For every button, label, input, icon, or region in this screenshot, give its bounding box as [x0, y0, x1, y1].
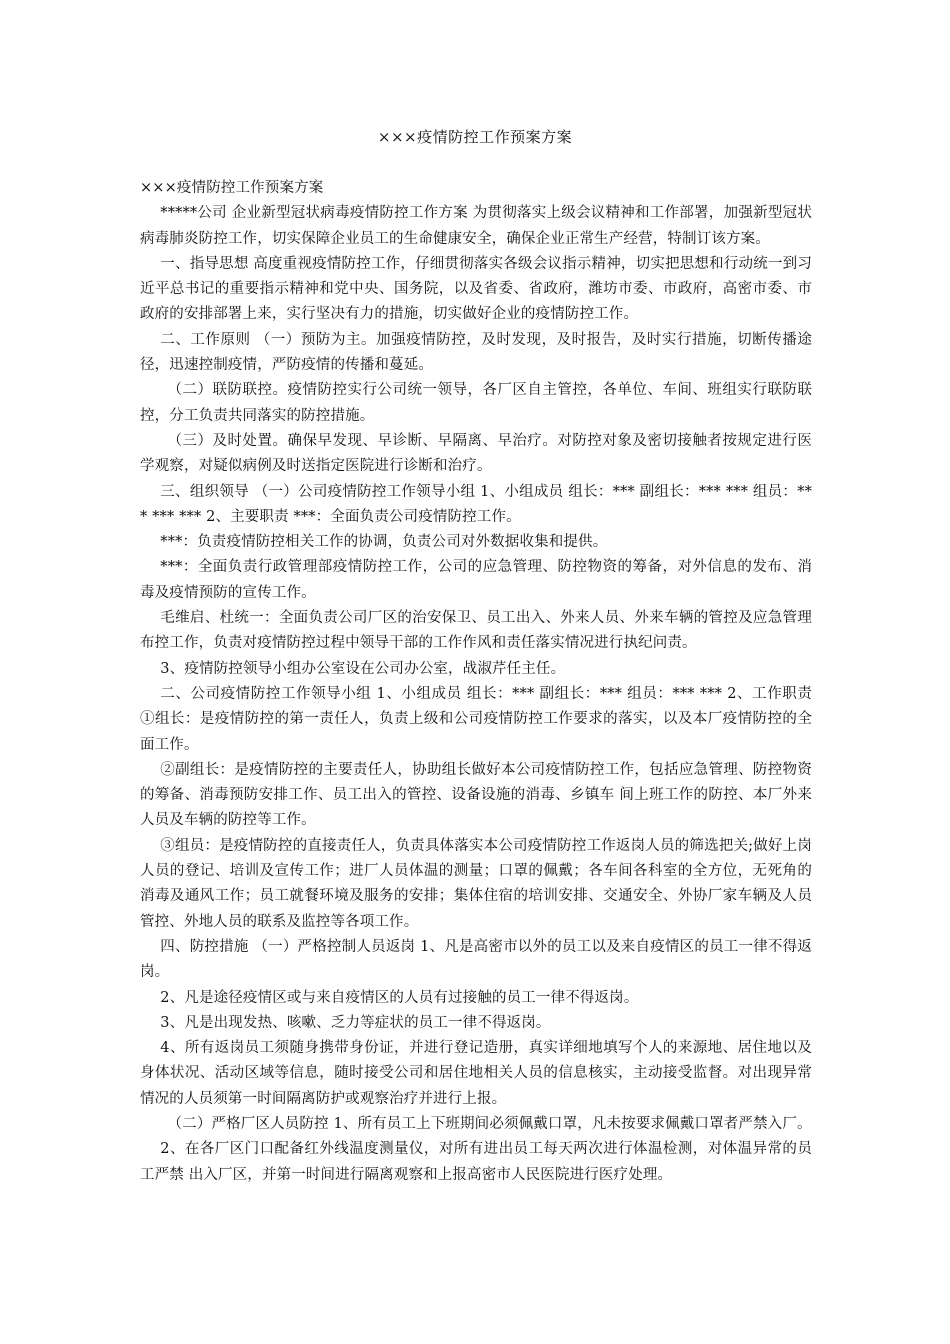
paragraph-duty-security: 毛维启、杜统一：全面负责公司厂区的治安保卫、员工出入、外来人员、外来车辆的管控及应急管理布控工作，负责对疫情防控过程中领导干部的工作作风和责任落实情况进行执纪问责。 [140, 610, 812, 652]
paragraph-principle-timely-handling: （三）及时处置。确保早发现、早诊断、早隔离、早治疗。对防控对象及密切接触者按规定进行医学观察，对疑似病例及时送指定医院进行诊断和治疗。 [140, 432, 812, 475]
paragraph-intro: *****公司 企业新型冠状病毒疫情防控工作方案 为贯彻落实上级会议精神和工作部署，加强新型冠状病毒肺炎防控工作，切实保障企业员工的生命健康安全，确保企业正常生产经营，特制订该方案。 [140, 205, 812, 247]
paragraph-guiding-thought: 一、指导思想 高度重视疫情防控工作，仔细贯彻落实各级会议指示精神，切实把思想和行动统一到习近平总书记的重要指示精神和党中央、国务院，以及省委、省政府，潍坊市委、市政府，高密市委、市政府的安排部署上来，实行坚决有力的措施，切实做好企业的疫情防控工作。 [140, 255, 812, 323]
paragraph-measures-registration: 4、所有返岗员工须随身携带身份证，并进行登记造册，真实详细地填写个人的来源地、居住地以及身体状况、活动区域等信息，随时接受公司和居住地相关人员的信息核实，主动接受监督。对出现异常情况的人员须第一时间隔离防护或观察治疗并进行上报。 [140, 1040, 812, 1107]
paragraph-measures-return: 四、防控措施 （一）严格控制人员返岗 1、凡是高密市以外的员工以及来自疫情区的员工一律不得返岗。 [140, 938, 812, 981]
paragraph-office: 3、疫情防控领导小组办公室设在公司办公室，战淑芹任主任。 [160, 660, 566, 677]
paragraph-principle-joint-control: （二）联防联控。疫情防控实行公司统一领导，各厂区自主管控，各单位、车间、班组实行联防联控，分工负责共同落实的防控措施。 [140, 382, 812, 424]
paragraph-principle-prevention: 二、工作原则 （一）预防为主。加强疫情防控，及时发现，及时报告，及时实行措施，切断传播途径，迅速控制疫情，严防疫情的传播和蔓延。 [140, 331, 812, 374]
paragraph-members: ③组员：是疫情防控的直接责任人，负责具体落实本公司疫情防控工作返岗人员的筛选把关;做好上岗人员的登记、培训及宣传工作；进厂人员体温的测量；口罩的佩戴；各车间各科室的全方位，无死角的消毒及通风工作；员工就餐环境及服务的安排；集体住宿的培训安排、交通安全、外协厂家车辆及人员管控、外地人员的联系及监控等各项工作。 [140, 837, 812, 930]
paragraph-leading-group: 二、公司疫情防控工作领导小组 1、小组成员 组长：*** 副组长：*** 组员：*** *** 2、工作职责 ①组长：是疫情防控的第一责任人，负责上级和公司疫情防控工作要求的落实，以及本厂疫情防控的全面工作。 [140, 685, 812, 753]
paragraph-measures-symptoms: 3、凡是出现发热、咳嗽、乏力等症状的员工一律不得返岗。 [160, 1014, 551, 1031]
paragraph-measures-transit: 2、凡是途径疫情区或与来自疫情区的人员有过接触的员工一律不得返岗。 [160, 989, 639, 1006]
paragraph-duty-coordination: ***：负责疫情防控相关工作的协调，负责公司对外数据收集和提供。 [160, 534, 608, 551]
paragraph-measures-masks: （二）严格厂区人员防控 1、所有员工上下班期间必须佩戴口罩，凡未按要求佩戴口罩者严禁入厂。 [167, 1115, 812, 1132]
paragraph-organization: 三、组织领导 （一）公司疫情防控工作领导小组 1、小组成员 组长：*** 副组长：*** *** 组员：*** *** *** 2、主要职责 ***：全面负责公司疫情防控工作。 [140, 483, 812, 525]
paragraph-deputy-leader: ②副组长：是疫情防控的主要责任人，协助组长做好本公司疫情防控工作，包括应急管理、防控物资的筹备、消毒预防安排工作、员工出入的管控、设备设施的消毒、乡镇车 间上班工作的防控、本厂外来人员及车辆的防控等工作。 [140, 761, 812, 829]
paragraph-measures-temperature: 2、在各厂区门口配备红外线温度测量仪，对所有进出员工每天两次进行体温检测，对体温异常的员工严禁 出入厂区，并第一时间进行隔离观察和上报高密市人民医院进行医疗处理。 [140, 1141, 812, 1183]
paragraph-duty-administration: ***：全面负责行政管理部疫情防控工作，公司的应急管理、防控物资的筹备，对外信息的发布、消毒及疫情预防的宣传工作。 [140, 559, 812, 601]
document-body [140, 176, 812, 1188]
document-subtitle: ×××疫情防控工作预案方案 [140, 180, 324, 196]
document-title: ×××疫情防控工作预案方案 [377, 128, 573, 146]
